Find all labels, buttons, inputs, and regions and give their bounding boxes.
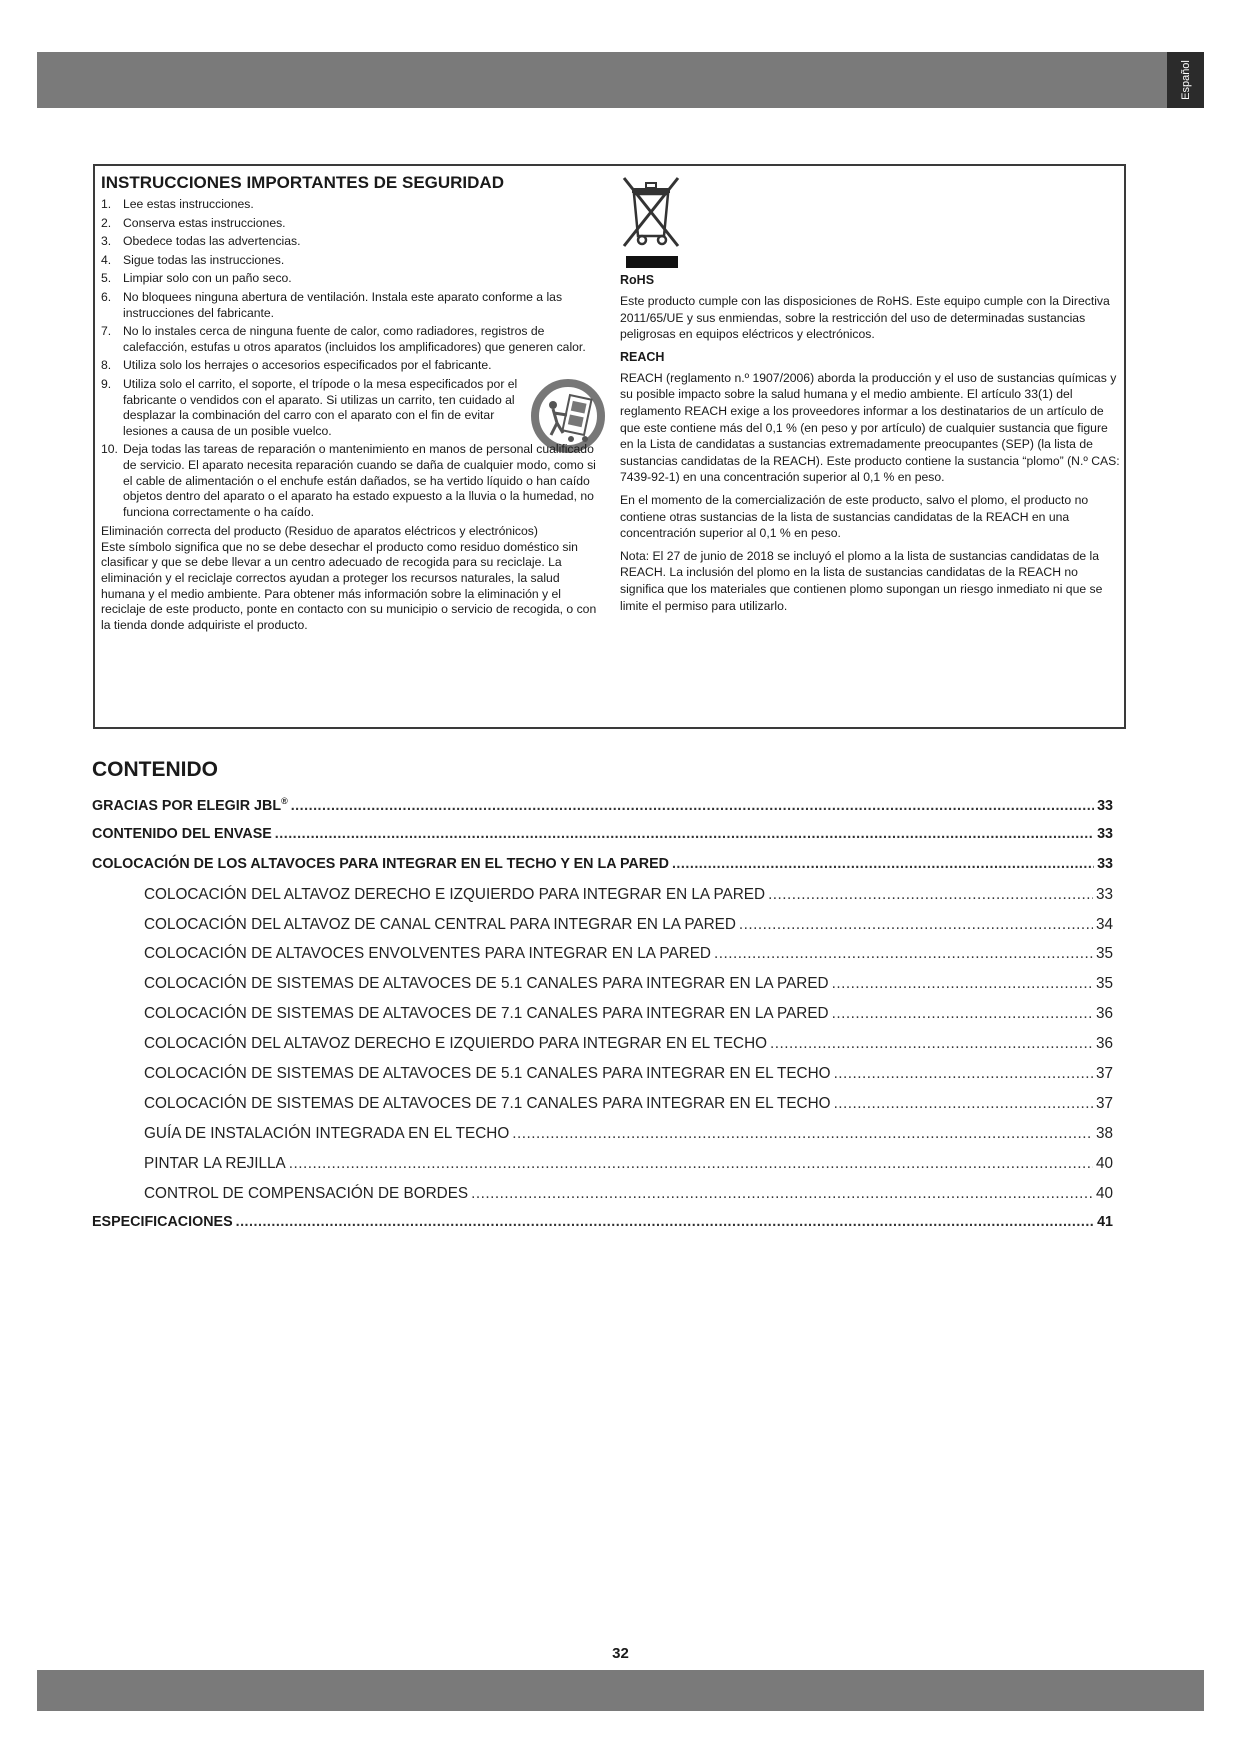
safety-instructions-box <box>93 164 1126 729</box>
safety-item: 5. Limpiar solo con un paño seco. <box>101 271 292 286</box>
toc-entry[interactable] <box>92 856 1113 886</box>
language-tab <box>1167 52 1204 108</box>
safety-item: 4. Sigue todas las instrucciones. <box>101 252 285 267</box>
safety-title: INSTRUCCIONES IMPORTANTES DE SEGURIDAD <box>101 173 504 192</box>
toc-entry-title: CONTROL DE COMPENSACIÓN DE BORDES <box>144 1184 469 1202</box>
toc-entry[interactable] <box>92 1125 1113 1155</box>
toc-page-number: 33 <box>1095 885 1113 903</box>
toc-entry-title: ESPECIFICACIONES <box>92 1214 233 1231</box>
footer-bar <box>37 1670 1204 1711</box>
toc-page-number: 36 <box>1095 1035 1113 1053</box>
toc-entry[interactable] <box>92 1065 1113 1095</box>
disposal-text: Este símbolo significa que no se debe desechar el producto como residuo doméstico sin clasificar y que se debe llevar a un centro adecuado de recogida para su reciclaje. La eliminación y el reciclaje correctos ayudan a proteger los recursos naturales, la salud humana y el medio ambiente. Para obtener más información sobre la eliminación y el reciclaje de este producto, ponte en contacto con su municipio o servicio de recogida, o con la tienda donde adquiriste el producto. <box>101 539 597 632</box>
toc-entry[interactable] <box>92 945 1113 975</box>
safety-item: 7. No lo instales cerca de ninguna fuente de calor, como radiadores, registros de calefacción, estufas u otros aparatos (incluidos los amplificadores) que generen calor. <box>101 324 586 354</box>
reach-paragraph-2: En el momento de la comercialización de este producto, salvo el plomo, el producto no contiene otras sustancias de la lista de sustancias candidatas de la REACH en una concentración superior al 0,1 % en peso. <box>620 492 1089 541</box>
toc-entry[interactable] <box>92 1035 1113 1065</box>
safety-item: 3. Obedece todas las advertencias. <box>101 234 301 249</box>
safety-left-column <box>101 172 605 633</box>
toc-leader-dots <box>770 1035 1093 1053</box>
toc-entry-title: COLOCACIÓN DEL ALTAVOZ DE CANAL CENTRAL PARA INTEGRAR EN LA PARED <box>144 915 736 933</box>
toc-entry-title: COLOCACIÓN DE ALTAVOCES ENVOLVENTES PARA INTEGRAR EN LA PARED <box>144 945 711 963</box>
toc-entry-title: COLOCACIÓN DE SISTEMAS DE ALTAVOCES DE 5.1 CANALES PARA INTEGRAR EN EL TECHO <box>144 1065 831 1083</box>
toc-leader-dots <box>834 1065 1093 1083</box>
toc-entry[interactable] <box>92 826 1113 856</box>
toc-leader-dots <box>768 886 1093 904</box>
toc-leader-dots <box>832 975 1093 993</box>
table-of-contents <box>92 796 1113 1244</box>
compliance-text <box>620 272 1120 620</box>
toc-entry-title: CONTENIDO DEL ENVASE <box>92 825 272 842</box>
toc-page-number: 33 <box>1097 825 1113 842</box>
toc-entry-title: PINTAR LA REJILLA <box>144 1154 286 1172</box>
toc-page-number: 40 <box>1095 1184 1113 1202</box>
toc-entry-title: COLOCACIÓN DEL ALTAVOZ DERECHO E IZQUIERDO PARA INTEGRAR EN LA PARED <box>144 885 766 903</box>
toc-page-number: 41 <box>1097 1214 1113 1231</box>
toc-page-number: 37 <box>1095 1065 1113 1083</box>
page-number: 32 <box>612 1645 629 1662</box>
reach-title: REACH <box>620 349 665 364</box>
toc-entry-title: COLOCACIÓN DE SISTEMAS DE ALTAVOCES DE 7.1 CANALES PARA INTEGRAR EN EL TECHO <box>144 1094 831 1112</box>
disposal-section <box>101 524 605 633</box>
toc-page-number: 34 <box>1095 915 1113 933</box>
toc-entry-title: COLOCACIÓN DE SISTEMAS DE ALTAVOCES DE 7.1 CANALES PARA INTEGRAR EN LA PARED <box>144 1005 829 1023</box>
safety-item: 10. Deja todas las tareas de reparación o mantenimiento en manos de personal cualificado de servicio. El aparato necesita reparación cuando se daña de cualquier modo, como si el cable de alimentación o el enchufe están dañados, se ha vertido líquido o han caído objetos dentro del aparato o el aparato ha estado expuesto a la lluvia o la humedad, no funciona correctamente o ha caído. <box>101 442 596 519</box>
toc-leader-dots <box>275 826 1094 842</box>
toc-leader-dots <box>291 798 1094 814</box>
toc-page-number: 33 <box>1097 855 1113 872</box>
toc-entry[interactable] <box>92 796 1113 826</box>
toc-leader-dots <box>289 1155 1093 1173</box>
toc-entry[interactable] <box>92 975 1113 1005</box>
toc-leader-dots <box>236 1214 1094 1230</box>
reach-paragraph-3: Nota: El 27 de junio de 2018 se incluyó el plomo a la lista de sustancias candidatas de la REACH. La inclusión del plomo en la lista de sustancias candidatas de la REACH no significa que los materiales que contienen plomo supongan un riesgo inmediato ni que se limite el permiso para utilizarlo. <box>620 548 1103 613</box>
rohs-text: Este producto cumple con las disposiciones de RoHS. Este equipo cumple con la Directiva 2011/65/UE y sus enmiendas, sobre la restricción del uso de determinadas sustancias peligrosas en equipos eléctricos y electrónicos. <box>620 294 1110 342</box>
crossed-out-bin-icon <box>620 174 682 270</box>
toc-page-number: 35 <box>1095 975 1113 993</box>
safety-list <box>101 197 605 520</box>
header-bar <box>37 52 1204 108</box>
reach-paragraph-1: REACH (reglamento n.º 1907/2006) aborda la producción y el uso de sustancias químicas y su posible impacto sobre la salud humana y el medio ambiente. El artículo 33(1) del reglamento REACH exige a los proveedores informar a los destinatarios de un artículo de que este contiene más del 0,1 % (en peso y por artículo) de cualquier sustancia que figure en la Lista de candidatas a sustancias extremadamente preocupantes (SEP) (la lista de sustancias candidatas de la REACH). Este producto contiene la sustancia “plomo” (N.º CAS: 7439-92-1) en una concentración superior al 0,1 % en peso. <box>620 370 1120 485</box>
toc-leader-dots <box>739 916 1093 934</box>
disposal-title: Eliminación correcta del producto (Residuo de aparatos eléctricos y electrónicos) <box>101 524 538 539</box>
toc-leader-dots <box>471 1185 1093 1203</box>
safety-item: 1. Lee estas instrucciones. <box>101 197 254 211</box>
toc-page-number: 33 <box>1097 797 1113 814</box>
toc-entry-title: COLOCACIÓN DEL ALTAVOZ DERECHO E IZQUIERDO PARA INTEGRAR EN EL TECHO <box>144 1035 768 1053</box>
toc-entry[interactable] <box>92 1155 1113 1185</box>
safety-item: 8. Utiliza solo los herrajes o accesorios especificados por el fabricante. <box>101 358 492 373</box>
toc-leader-dots <box>512 1125 1093 1143</box>
toc-leader-dots <box>672 856 1094 872</box>
toc-entry-title: GRACIAS POR ELEGIR JBL® <box>92 796 288 814</box>
safety-item: 2. Conserva estas instrucciones. <box>101 215 286 230</box>
toc-page-number: 35 <box>1095 945 1113 963</box>
toc-page-number: 36 <box>1095 1005 1113 1023</box>
toc-leader-dots <box>714 945 1093 963</box>
toc-page-number: 38 <box>1095 1124 1113 1142</box>
contents-title: CONTENIDO <box>92 758 218 781</box>
toc-entry[interactable] <box>92 916 1113 946</box>
safety-item: 9. Utiliza solo el carrito, el soporte, el trípode o la mesa especificados por el fabricante o vendidos con el aparato. Si utilizas un carrito, ten cuidado al desplazar la combinación del carro con el aparato con el fin de evitar lesiones a causa de un posible vuelco. <box>101 377 605 439</box>
toc-entry[interactable] <box>92 1095 1113 1125</box>
toc-page-number: 40 <box>1095 1154 1113 1172</box>
registered-mark: ® <box>281 796 288 806</box>
toc-entry-title: GUÍA DE INSTALACIÓN INTEGRADA EN EL TECHO <box>144 1124 510 1142</box>
toc-entry[interactable] <box>92 886 1113 916</box>
toc-entry-title: COLOCACIÓN DE SISTEMAS DE ALTAVOCES DE 5.1 CANALES PARA INTEGRAR EN LA PARED <box>144 975 829 993</box>
toc-entry[interactable] <box>92 1214 1113 1244</box>
rohs-title: RoHS <box>620 273 655 287</box>
toc-leader-dots <box>832 1005 1093 1023</box>
toc-entry-title: COLOCACIÓN DE LOS ALTAVOCES PARA INTEGRAR EN EL TECHO Y EN LA PARED <box>92 855 669 872</box>
safety-item: 6. No bloquees ninguna abertura de ventilación. Instala este aparato conforme a las instrucciones del fabricante. <box>101 289 563 320</box>
toc-entry[interactable] <box>92 1185 1113 1215</box>
toc-leader-dots <box>834 1095 1093 1113</box>
language-label: Español <box>1179 60 1192 100</box>
toc-page-number: 37 <box>1095 1094 1113 1112</box>
toc-entry[interactable] <box>92 1005 1113 1035</box>
